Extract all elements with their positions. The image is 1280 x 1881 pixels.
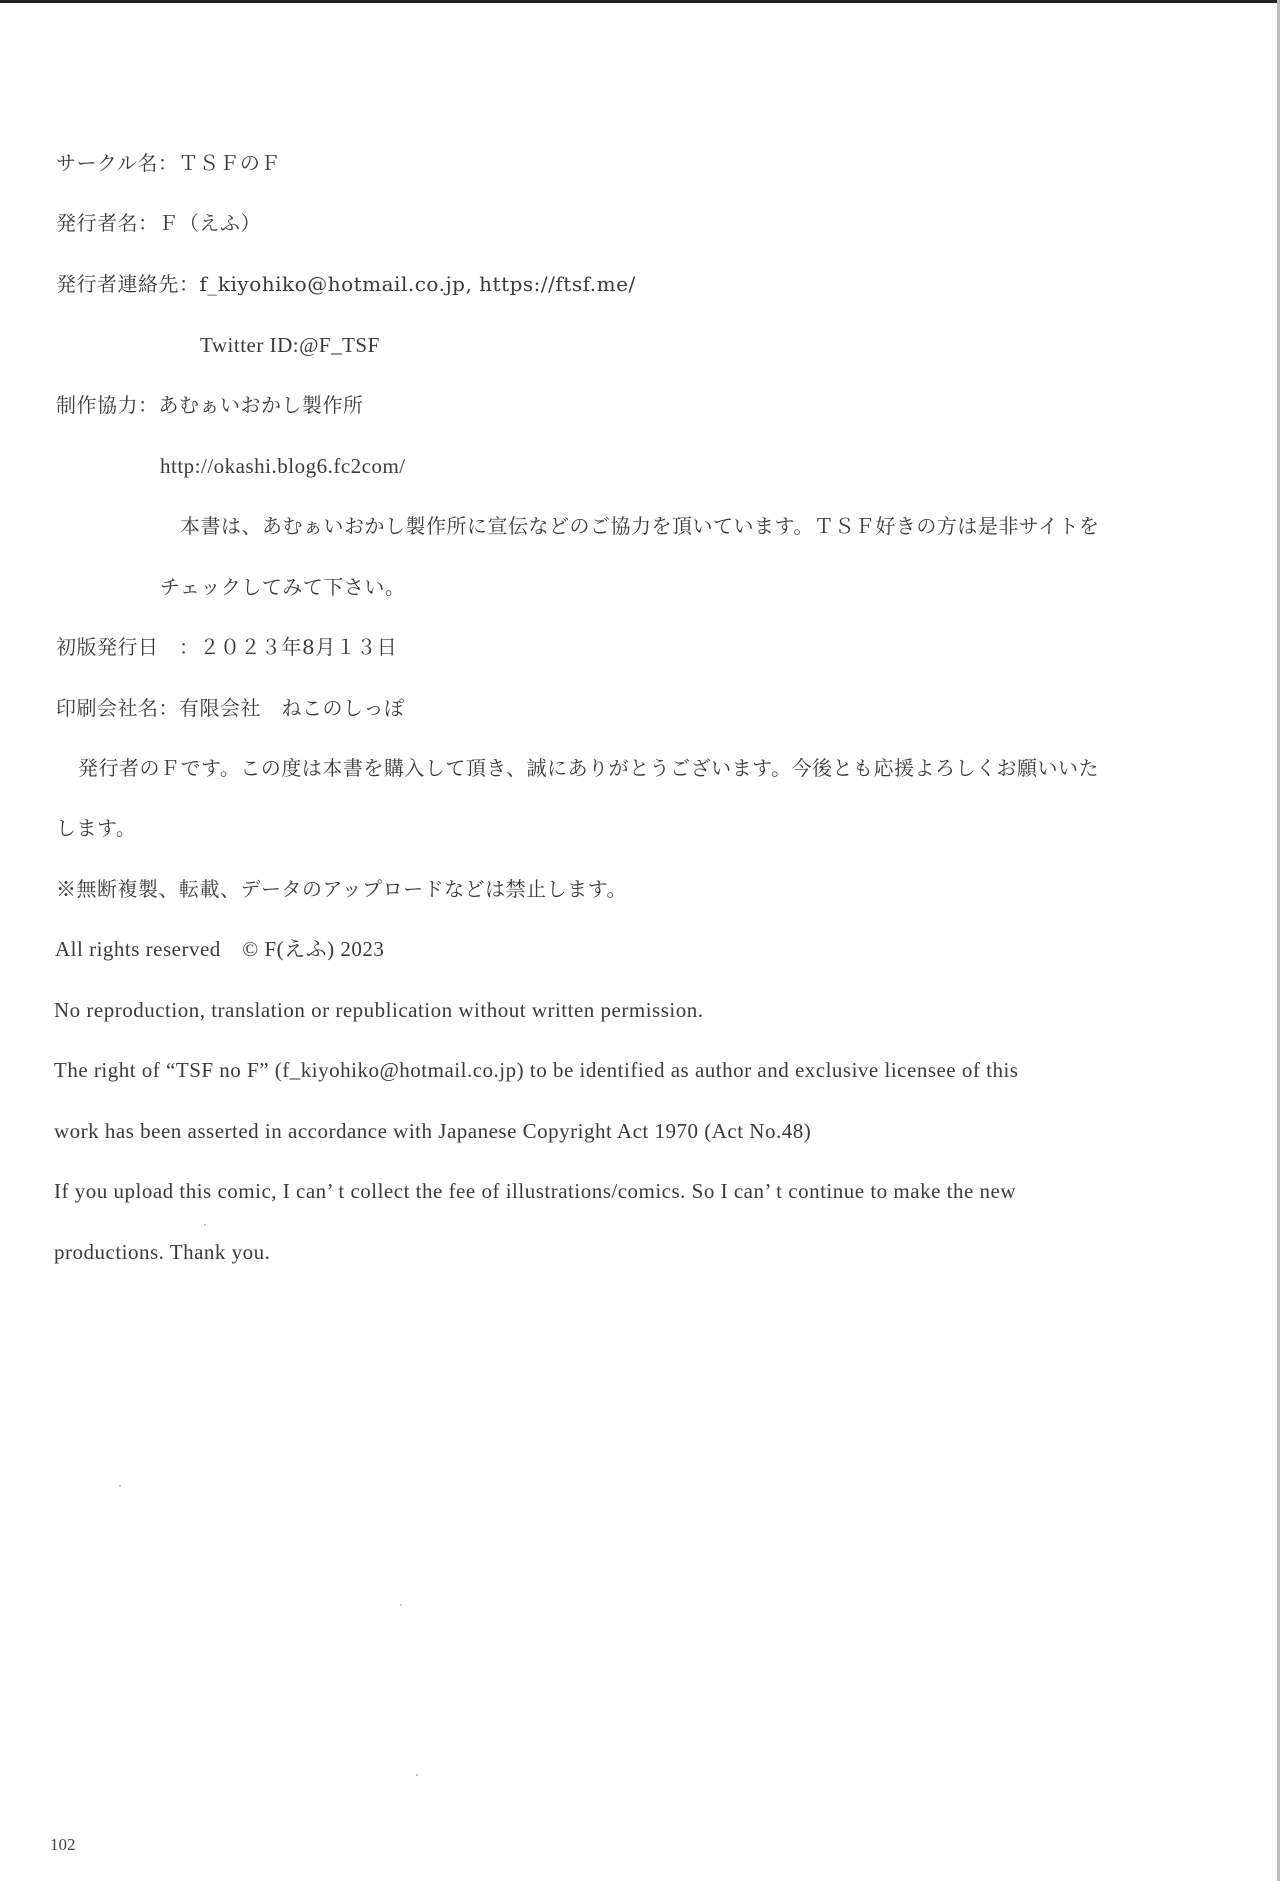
printing-company: 印刷会社名：有限会社 ねこのしっぽ	[56, 696, 405, 720]
page-top-edge	[0, 0, 1280, 3]
paper-speck	[416, 1774, 418, 1776]
paper-speck	[400, 1604, 402, 1606]
paper-speck	[119, 1485, 121, 1487]
paper-speck	[204, 1224, 206, 1226]
promo-text-line-1: 本書は、あむぁいおかし製作所に宣伝などのご協力を頂いています。ＴＳＦ好きの方は是非サイトを	[180, 514, 1100, 538]
promo-text-line-2: チェックしてみて下さい。	[160, 575, 406, 599]
author-rights-line-1: The right of “TSF no F” (f_kiyohiko@hotmail.co.jp) to be identified as author and exclusive licensee of this	[54, 1058, 1019, 1082]
upload-notice-line-2: productions. Thank you.	[54, 1240, 271, 1264]
production-cooperation: 制作協力：あむぁいおかし製作所	[56, 393, 364, 417]
all-rights-reserved: All rights reserved © F(えふ) 2023	[55, 937, 385, 961]
author-rights-line-2: work has been asserted in accordance with Japanese Copyright Act 1970 (Act No.48)	[54, 1119, 812, 1143]
twitter-id: Twitter ID:@F_TSF	[200, 333, 380, 357]
upload-notice-line-1: If you upload this comic, I can’ t collect the fee of illustrations/comics. So I can’ t continue to make the new	[54, 1179, 1017, 1203]
page-number: 102	[50, 1835, 76, 1854]
cooperation-url: http://okashi.blog6.fc2com/	[160, 454, 406, 478]
publisher-contact: 発行者連絡先：f_kiyohiko@hotmail.co.jp, https://ftsf.me/	[56, 272, 636, 296]
prohibition-notice: ※無断複製、転載、データのアップロードなどは禁止します。	[56, 877, 627, 901]
no-reproduction-notice: No reproduction, translation or republication without written permission.	[54, 998, 704, 1022]
publisher-name: 発行者名：Ｆ（えふ）	[56, 211, 261, 235]
thanks-text-line-2: します。	[56, 816, 137, 840]
circle-name: サークル名：ＴＳＦのＦ	[56, 151, 281, 175]
thanks-text-line-1: 発行者のＦです。この度は本書を購入して頂き、誠にありがとうございます。今後とも応援よろしくお願いいた	[78, 756, 1099, 780]
first-edition-date: 初版発行日 ：２０２３年8月１３日	[56, 635, 398, 659]
